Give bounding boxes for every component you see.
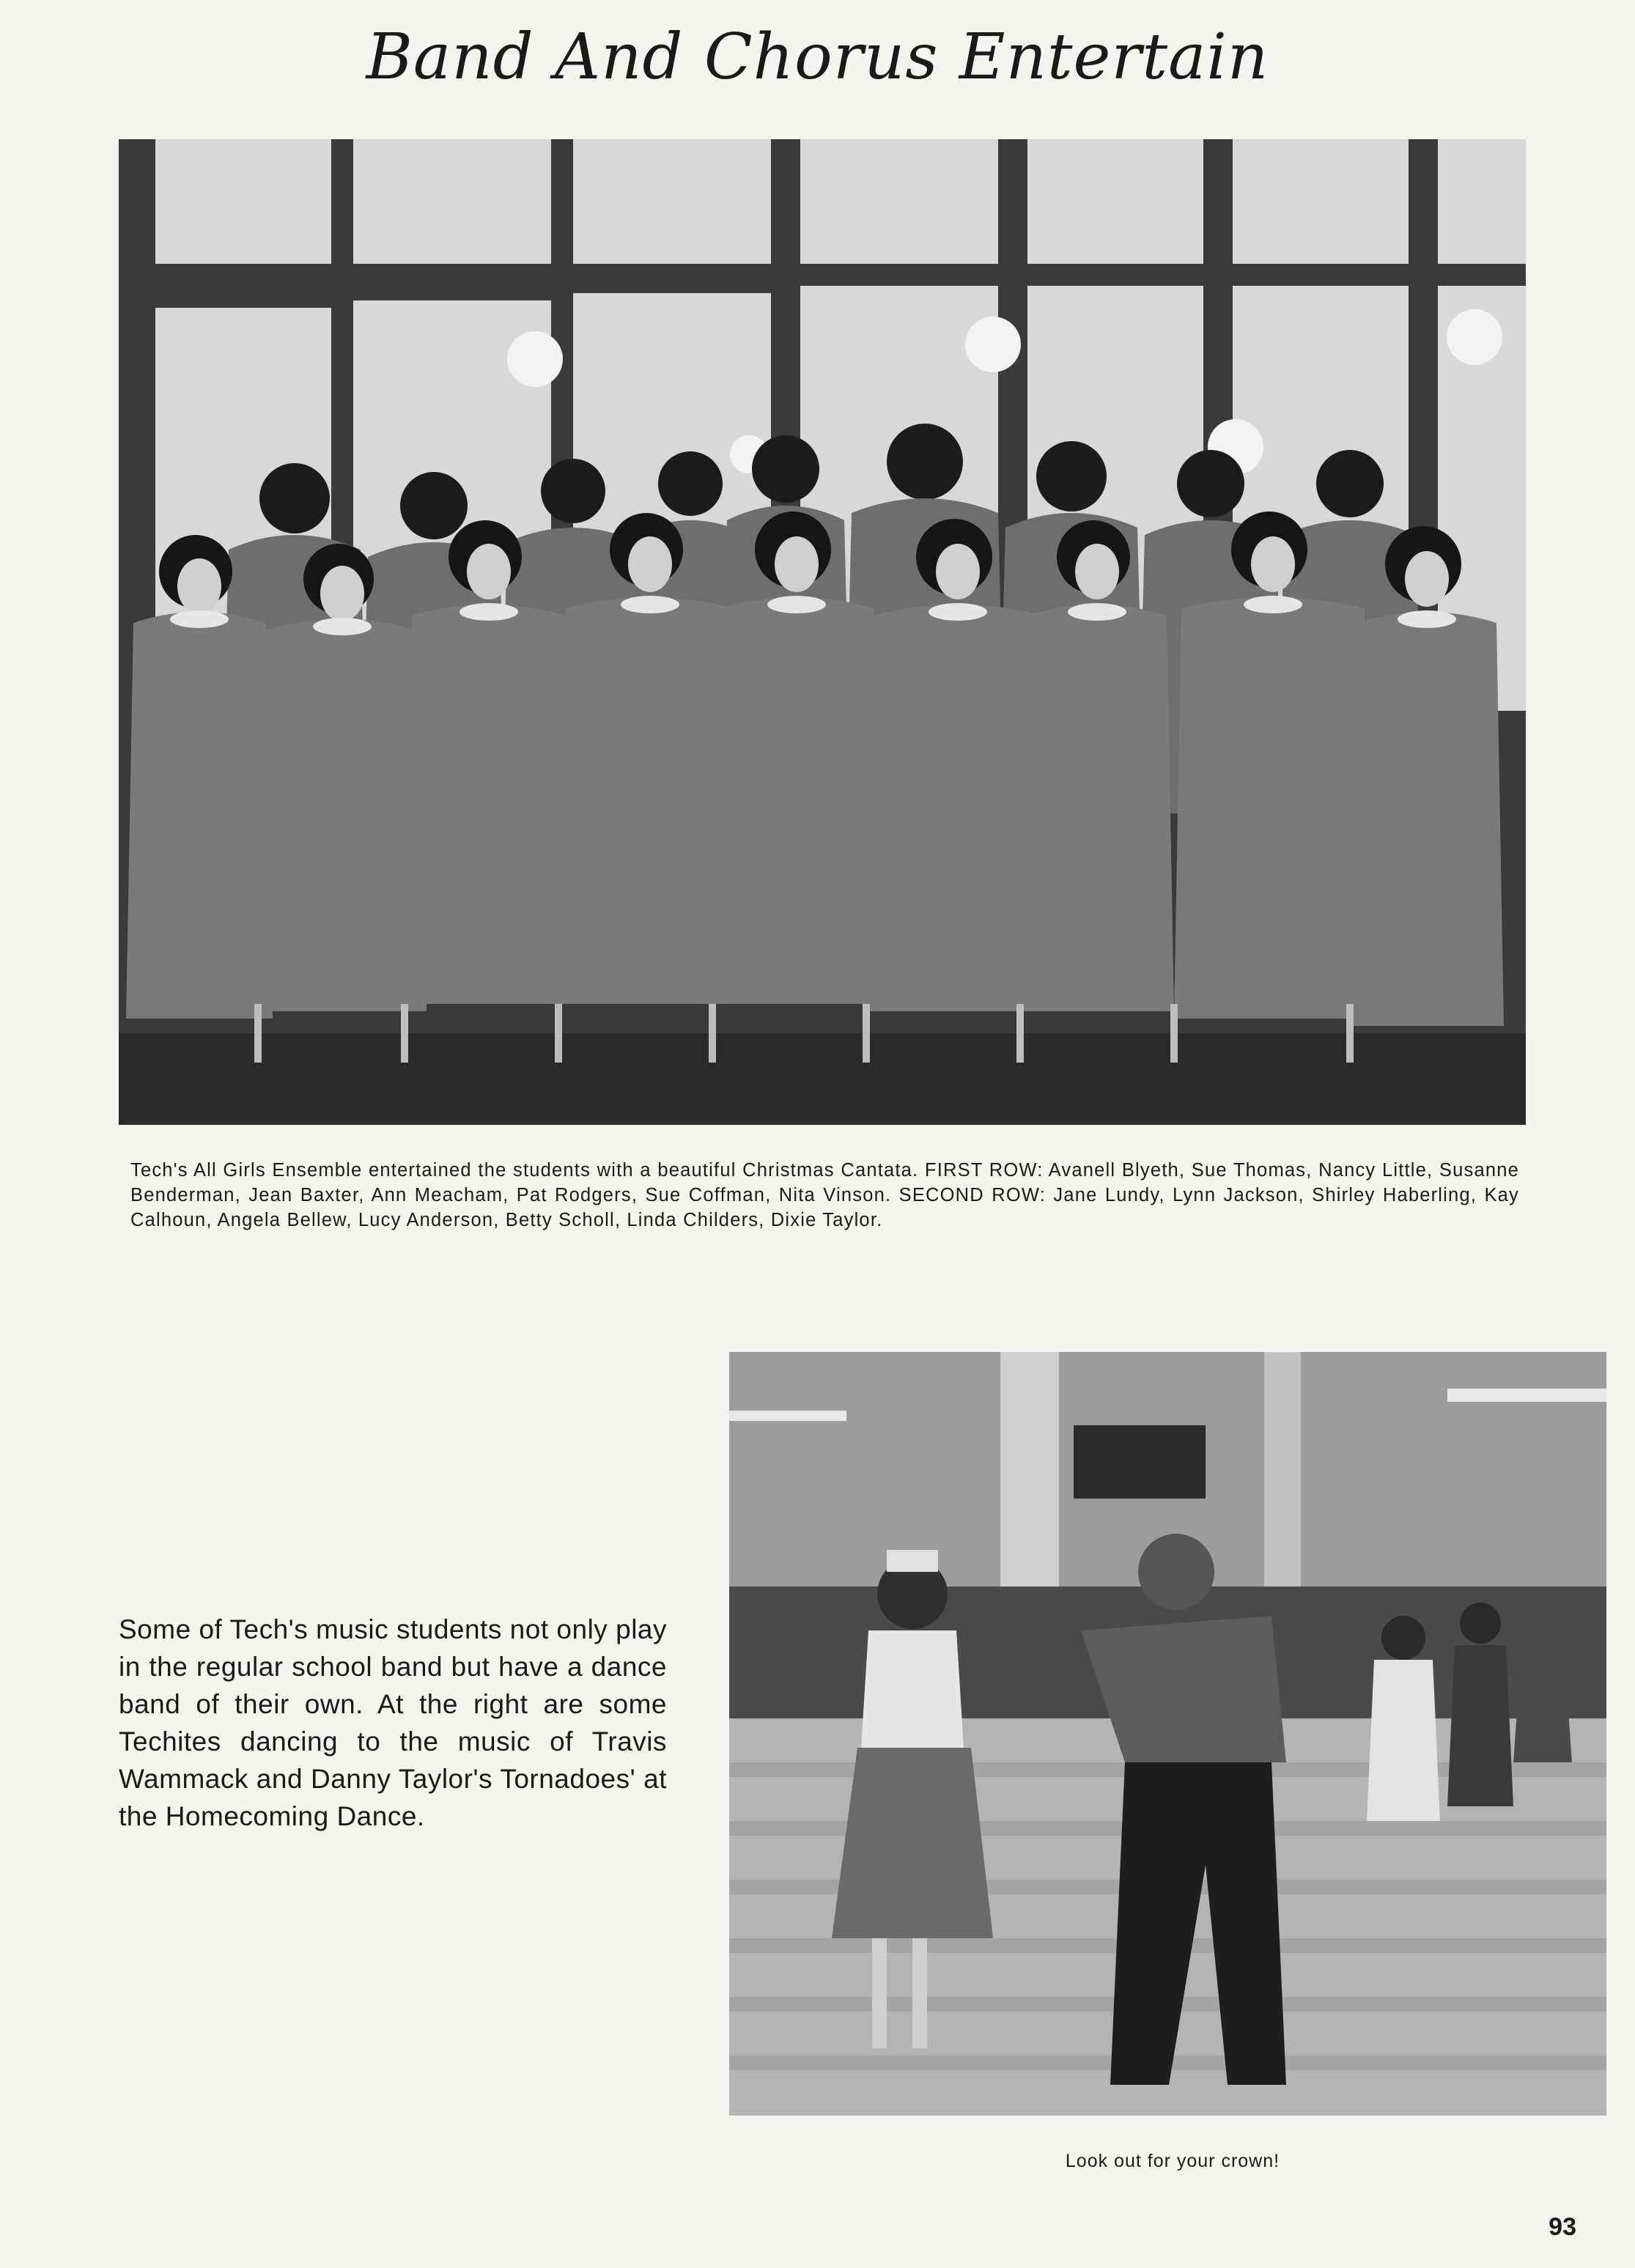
- dance-photo: [729, 1352, 1606, 2116]
- ensemble-photo-graphic: [119, 139, 1526, 1125]
- page-number: 93: [1549, 2213, 1576, 2241]
- page-title: Band And Chorus Entertain: [366, 21, 1269, 94]
- ensemble-caption: Tech's All Girls Ensemble entertained the students with a beautiful Christmas Cantata. FIRST ROW: Avanell Blyeth, Sue Thomas, Nancy Little, Susanne Benderman, Jean Baxter, Ann Meacham, Pat Rodgers, Sue Coffman, Nita Vinson. SECOND ROW: Jane Lundy, Lynn Jackson, Shirley Haberling, Kay Calhoun, Angela Bellew, Lucy Anderson, Betty Scholl, Linda Childers, Dixie Taylor.: [130, 1160, 1519, 1230]
- dance-caption: Look out for your crown!: [1065, 2151, 1280, 2171]
- ensemble-photo: [119, 139, 1526, 1125]
- dance-photo-graphic: [729, 1352, 1606, 2116]
- body-paragraph: Some of Tech's music students not only play in the regular school band but have a dance band of their own. At the right are some Techites dancing to the music of Travis Wammack and Danny Taylor's Tornadoes' at the Homecoming Dance.: [119, 1614, 667, 1831]
